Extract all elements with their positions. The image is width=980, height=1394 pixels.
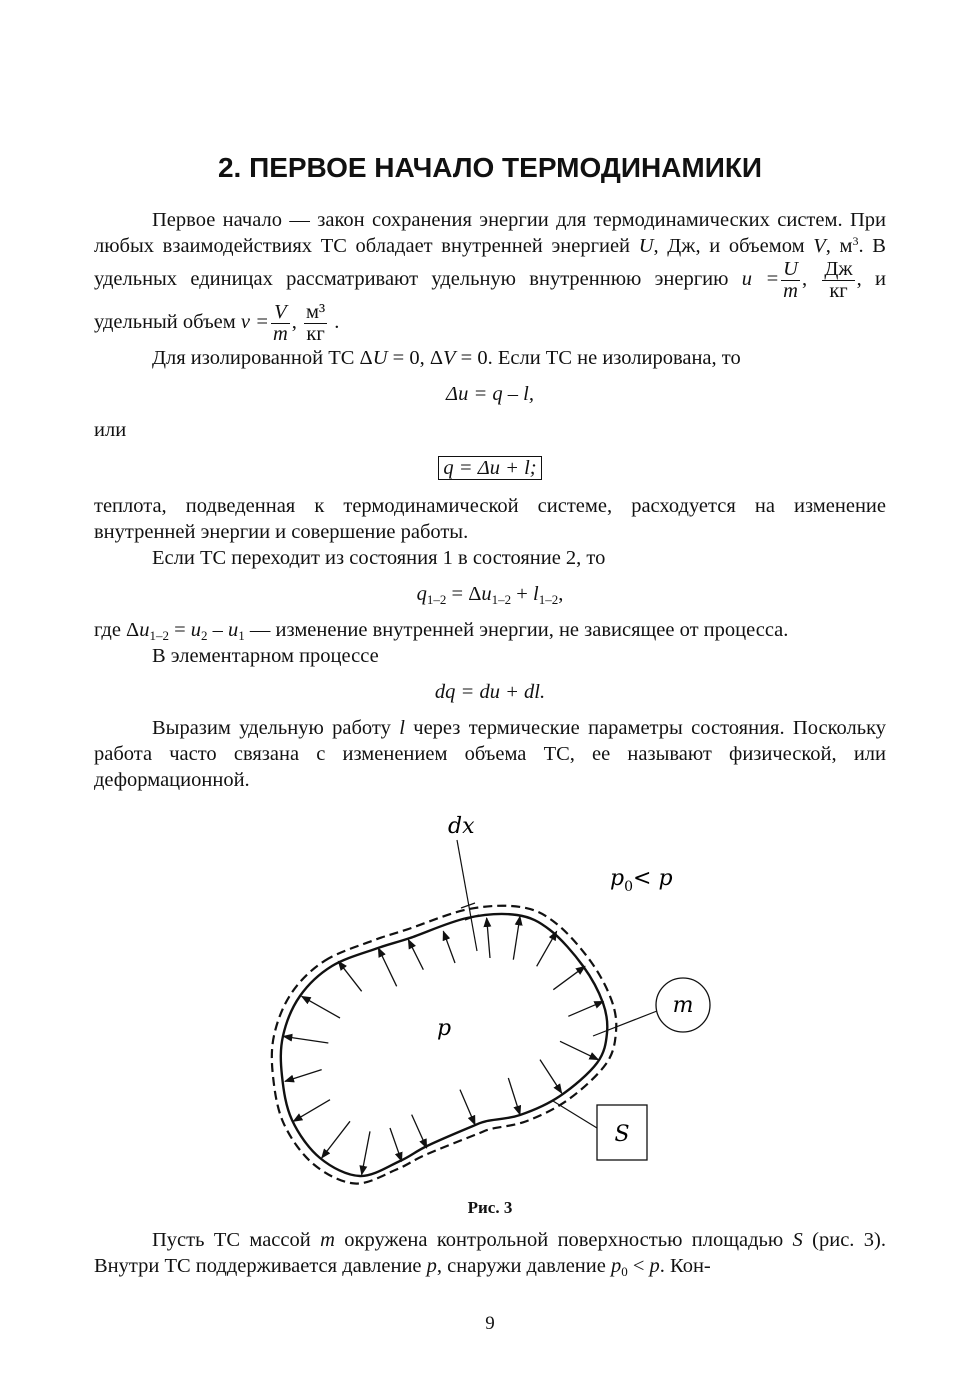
pressure-arrow <box>390 1128 402 1161</box>
pressure-arrow <box>283 1036 328 1043</box>
fraction-v: $\frac{V}{m}$ <box>272 301 288 345</box>
equation-1: Δu = q – l, <box>446 383 534 405</box>
paragraph-3: теплота, подведенная к термодинамической системе, расходуется на изменение внутренней энергии и совершение работы. <box>94 495 886 543</box>
pressure-arrow <box>322 1121 350 1158</box>
fraction-j-kg: Дж кг <box>824 258 853 302</box>
paragraph-1: Первое начало — закон сохранения энергии для термодинамических систем. При любых взаимодействиях ТС обладает внутренней энергией U, Дж, и объемом V, $м^3$. В удельных единицах рассматривают удельную внутреннюю энергию u = $\frac{U}{m}$ , Дж кг , и удельный объем v = $\frac{V}{m}$ , м³ кг . <box>94 209 886 345</box>
label-p: p <box>437 1016 452 1041</box>
label-S: S <box>614 1122 630 1147</box>
label-p0-lt-p: $p_0< p$ <box>610 866 673 895</box>
pressure-arrow <box>408 940 423 970</box>
m-leader-line <box>593 1011 657 1036</box>
paragraph-7: Выразим удельную работу l через термические параметры состояния. Поскольку работа часто связана с изменением объема ТС, ее называют физической, или деформационной. <box>94 717 886 791</box>
pressure-arrow <box>443 931 455 963</box>
paragraph-6: В элементарном процессе <box>152 645 379 667</box>
system-boundary <box>281 914 608 1176</box>
text-ili: или <box>94 419 127 441</box>
text-column <box>94 207 886 1394</box>
paragraph-2: Для изолированной ТС ΔU = 0, ΔV = 0. Если ТС не изолирована, то <box>152 347 741 369</box>
paragraph-5: где $\Delta u_{1-2} = u_2 - u_1$ — изменение внутренней энергии, не зависящее от процесса. <box>94 619 789 643</box>
pressure-arrow <box>537 931 557 966</box>
pressure-arrow <box>568 1001 603 1016</box>
pressure-arrow <box>338 961 361 991</box>
figure-3-control-surface <box>260 803 720 1193</box>
fraction-u: $\frac{U}{m}$ <box>783 258 798 302</box>
label-dx: dx <box>448 814 475 839</box>
pressure-arrow <box>560 1041 598 1059</box>
pressure-arrow <box>508 1078 520 1115</box>
fraction-m3-kg: м³ кг <box>306 301 326 345</box>
pressure-arrow <box>285 1070 322 1082</box>
figure-caption: Рис. 3 <box>467 1198 513 1217</box>
label-m: m <box>672 993 694 1018</box>
pressure-arrow <box>293 1100 330 1122</box>
pressure-arrow <box>553 966 585 989</box>
pressure-arrow <box>362 1131 370 1174</box>
pressure-arrow <box>540 1060 562 1093</box>
equation-3: $q_{1-2} = \Delta u_{1-2} + l_{1-2}$, <box>416 583 564 607</box>
paragraph-8: Пусть ТС массой m окружена контрольной поверхностью площадью S (рис. 3). Внутри ТС поддерживается давление p, снаружи давление $p_0 < p$. Кон- <box>94 1229 886 1279</box>
page-number: 9 <box>485 1313 495 1334</box>
dx-leader-line <box>457 840 477 951</box>
equation-4: dq = du + dl. <box>434 681 546 703</box>
paragraph-4: Если ТС переходит из состояния 1 в состояние 2, то <box>152 547 606 569</box>
chapter-title: 2. ПЕРВОЕ НАЧАЛО ТЕРМОДИНАМИКИ <box>217 152 763 183</box>
pressure-arrows <box>283 916 603 1174</box>
pressure-arrow <box>378 948 396 986</box>
figure-3 <box>260 803 720 1193</box>
pressure-arrow <box>412 1115 427 1148</box>
control-surface-dashed <box>272 906 616 1184</box>
pressure-arrow <box>460 1090 475 1125</box>
pressure-arrow <box>302 996 340 1018</box>
pressure-arrow <box>487 918 490 958</box>
S-leader-line <box>553 1101 597 1128</box>
pressure-arrow <box>513 916 520 959</box>
equation-2-boxed: q = Δu + l; <box>94 455 886 481</box>
